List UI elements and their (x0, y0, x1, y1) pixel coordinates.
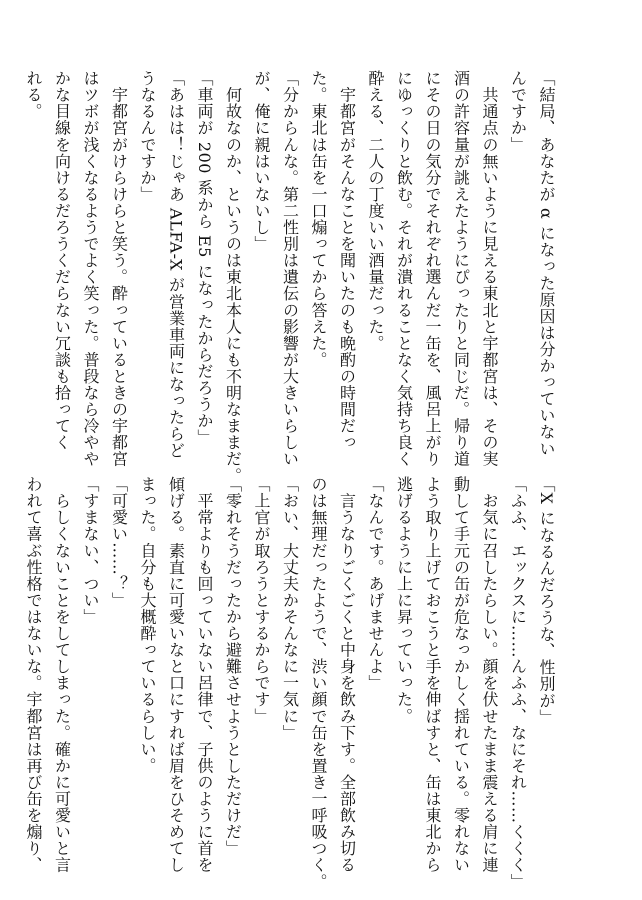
text-line: 酒の許容量が誂えたようにぴったりと同じだ。帰り道 (451, 70, 471, 468)
text-line: まった。自分も大概酔っているらしい。 (138, 476, 157, 774)
text-line: 傾げる。素直に可愛いなと口にすれば眉をひそめてし (166, 476, 186, 874)
text-line: 平常よりも回っていない呂律で、子供のように首を (195, 476, 214, 874)
text-line: 宇都宮がけらけらと笑う。酔っているときの宇都宮 (109, 70, 129, 468)
text-line: 「零れそうだったから避難させようとしただけだ」 (223, 476, 243, 857)
text-line: らしくないことをしてしまった。確かに可愛いと言 (52, 476, 72, 874)
text-line: 動して手元の缶が危なっかしく揺れている。零れない (451, 476, 471, 874)
text-line: が、俺に親はいないし」 (252, 70, 271, 253)
text-line: 逃げるように上に昇っていった。 (394, 476, 414, 725)
text-line: 共通点の無いように見える東北と宇都宮は、その実 (480, 70, 499, 468)
text-line: にその日の気分でそれぞれ選んだ一缶を、風呂上がり (423, 70, 442, 468)
text-line: 「分からんな。第二性別は遺伝の影響が大きいらしい (280, 70, 300, 468)
text-line: 「なんです。あげませんよ」 (366, 476, 385, 692)
text-line: お気に召したらしい。顔を伏せたまま震える肩に連 (480, 476, 499, 874)
text-line: のは無理だったようで、渋い顔で缶を置き一呼吸つく。 (309, 476, 328, 890)
text-line: われて喜ぶ性格ではないな。宇都宮は再び缶を煽り、 (24, 476, 43, 874)
text-line: た。東北は缶を一口煽ってから答えた。 (309, 70, 328, 368)
text-line: にゆっくりと飲む。それが潰れることなく気持ち良く (394, 70, 414, 468)
text-line: んですか」 (508, 70, 528, 153)
text-line: 「おい、大丈夫かそんなに一気に」 (280, 476, 300, 741)
text-line: 「あはは！じゃあ ALFA-X が営業車両になったらど (166, 70, 186, 459)
text-line: 「すまない、つい」 (81, 476, 100, 625)
text-line: よう取り上げておこうと手を伸ばすと、缶は東北から (423, 476, 442, 874)
text-line: れる。 (24, 70, 43, 120)
text-line: 「X になるんだろうな、性別が」 (537, 476, 556, 726)
text-line: 言うなりごくごくと中身を飲み下す。全部飲み切る (337, 476, 357, 874)
text-line: 「上官が取ろうとするからです」 (252, 476, 271, 725)
text-line: 「結局、あなたが α になった原因は分かっていない (537, 70, 556, 457)
text-line: 酔える、二人の丁度いい酒量だった。 (366, 70, 385, 352)
lower-text-block (24, 476, 560, 890)
text-line: はツボが浅くなるようでよく笑った。普段なら冷やや (81, 70, 100, 468)
text-line: 「可愛い……？」 (109, 476, 129, 609)
text-line: うなるんですか」 (138, 70, 157, 203)
text-line: 「ふふ、エックスに……んふふ、なにそれ……くくく」 (508, 476, 528, 890)
text-line: 「車両が 200 系から E5 になったからだろうか」 (195, 70, 214, 446)
upper-text-block (24, 70, 560, 484)
text-line: 宇都宮がそんなことを聞いたのも晩酌の時間だっ (337, 70, 357, 451)
text-line: 何故なのか、というのは東北本人にも不明なままだ。 (223, 70, 243, 484)
text-line: かな目線を向けるだろうくだらない冗談も拾ってく (52, 70, 72, 451)
